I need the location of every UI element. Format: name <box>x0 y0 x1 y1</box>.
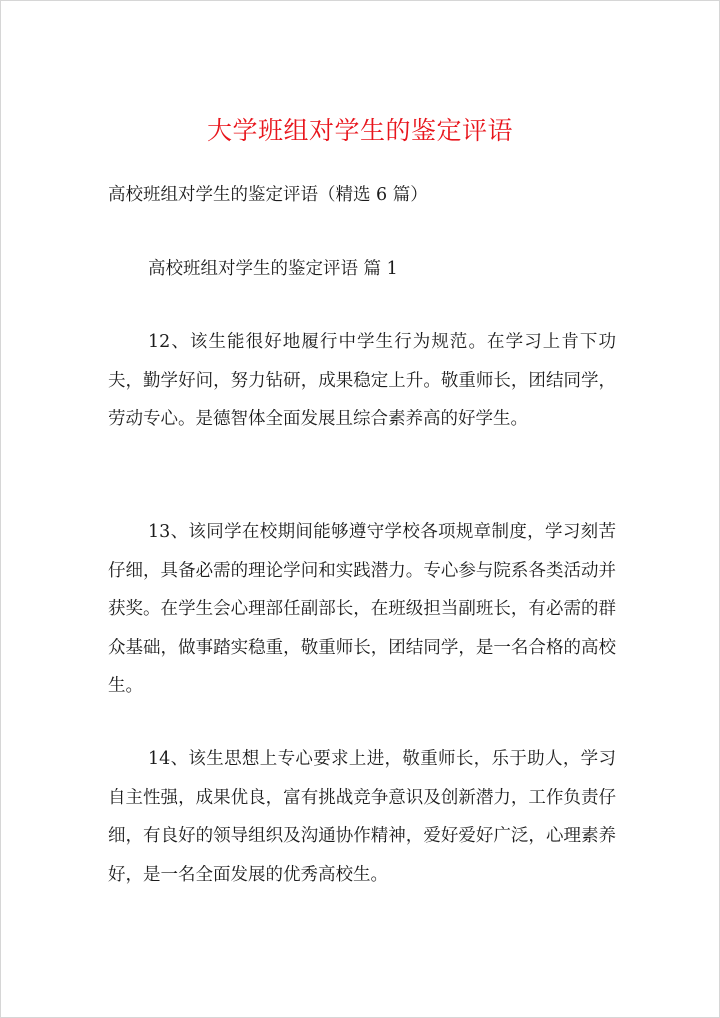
document-title: 大学班组对学生的鉴定评语 <box>206 116 513 145</box>
document-subtitle: 高校班组对学生的鉴定评语（精选 6 篇） <box>108 185 428 205</box>
section-heading: 高校班组对学生的鉴定评语 篇 1 <box>148 259 398 279</box>
paragraph-14: 14、该生思想上专心要求上进，敬重师长，乐于助人，学习自主性强，成果优良，富有挑战竞争意识及创新潜力，工作负责仔细，有良好的领导组织及沟通协作精神，爱好爱好广泛，心理素养好，是一名全面发展的优秀高校生。 <box>108 749 616 885</box>
paragraph-12: 12、该生能很好地履行中学生行为规范。在学习上肯下功夫，勤学好问，努力钻研，成果稳定上升。敬重师长，团结同学，劳动专心。是德智体全面发展且综合素养高的好学生。 <box>108 332 616 429</box>
paragraph-13: 13、该同学在校期间能够遵守学校各项规章制度，学习刻苦仔细，具备必需的理论学问和实践潜力。专心参与院系各类活动并获奖。在学生会心理部任副部长，在班级担当副班长，有必需的群众基础，做事踏实稳重，敬重师长，团结同学，是一名合格的高校生。 <box>108 522 616 696</box>
